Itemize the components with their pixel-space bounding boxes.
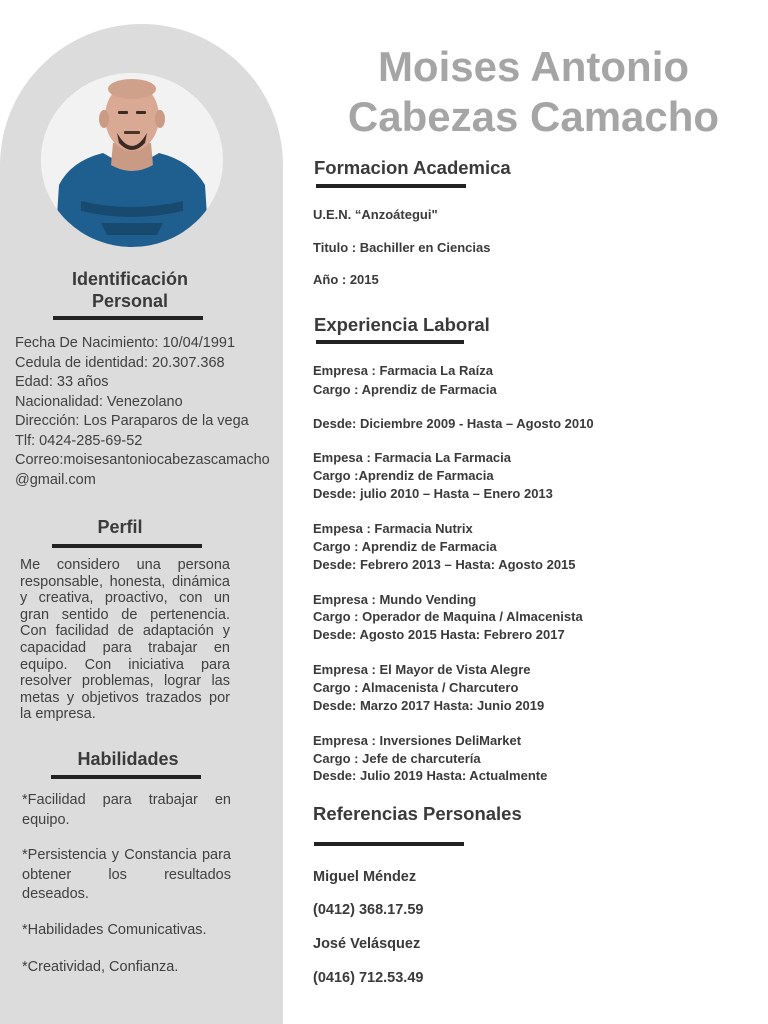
job-role: Cargo : Almacenista / Charcutero	[313, 680, 519, 695]
job-company: Empresa : Farmacia La Raíza	[313, 363, 493, 378]
skill-item: *Facilidad para trabajar en equipo.	[22, 792, 231, 828]
age: Edad: 33 años	[15, 374, 109, 390]
skills-underline	[51, 775, 201, 779]
job-role: Cargo : Jefe de charcutería	[313, 751, 481, 766]
profile-photo-illustration	[41, 73, 223, 247]
reference-name: José Velásquez	[313, 936, 421, 952]
full-name-line2: Cabezas Camacho	[347, 93, 720, 140]
job-role: Cargo : Aprendiz de Farmacia	[313, 539, 497, 554]
job-dates: Desde: Marzo 2017 Hasta: Junio 2019	[313, 698, 545, 713]
identification-heading	[40, 268, 220, 312]
nationality: Nacionalidad: Venezolano	[15, 393, 183, 410]
job-dates: Desde: Agosto 2015 Hasta: Febrero 2017	[313, 627, 565, 642]
skill-item: *Creatividad, Confianza.	[22, 959, 179, 975]
job-role: Cargo :Aprendiz de Farmacia	[313, 468, 494, 483]
references-underline	[314, 842, 464, 846]
profile-heading: Perfil	[97, 517, 143, 537]
skill-item: *Persistencia y Constancia para obtener los resultados deseados.	[22, 847, 231, 902]
education-school: U.E.N. “Anzoátegui"	[313, 207, 438, 222]
job-dates: Desde: Diciembre 2009 - Hasta – Agosto 2010	[313, 416, 594, 431]
identification-heading-line2: Personal	[91, 291, 169, 311]
birth-date: Fecha De Nacimiento: 10/04/1991	[15, 335, 236, 351]
profile-text: Me considero una persona responsable, honesta, dinámica y creativa, proactivo, con un gran sentido de pertenencia. Con facilidad de adaptación y capacidad para trabajar en equipo. Con iniciativa para resolver problemas, lograr las metas y objetivos trazados por la empresa.	[20, 557, 230, 723]
profile-photo	[41, 73, 223, 247]
skill-item: *Habilidades Comunicativas.	[22, 922, 207, 938]
skills-heading: Habilidades	[77, 749, 179, 769]
job-company: Empresa : Inversiones DeliMarket	[313, 733, 522, 748]
id-number: Cedula de identidad: 20.307.368	[15, 354, 225, 371]
reference-phone: (0412) 368.17.59	[313, 902, 424, 918]
job-company: Empresa : Mundo Vending	[313, 592, 477, 607]
job-role: Cargo : Aprendiz de Farmacia	[313, 382, 497, 397]
full-name	[315, 42, 752, 142]
identification-heading-line1: Identificación	[71, 269, 188, 289]
experience-heading: Experiencia Laboral	[314, 314, 490, 335]
reference-phone: (0416) 712.53.49	[313, 970, 424, 986]
education-underline	[316, 184, 466, 188]
job-dates: Desde: Julio 2019 Hasta: Actualmente	[313, 768, 548, 783]
education-title: Titulo : Bachiller en Ciencias	[313, 240, 491, 255]
job-dates: Desde: Febrero 2013 – Hasta: Agosto 2015	[313, 557, 576, 572]
job-company: Empesa : Farmacia La Farmacia	[313, 450, 511, 465]
full-name-line1: Moises Antonio	[377, 43, 690, 90]
job-role: Cargo : Operador de Maquina / Almacenista	[313, 609, 583, 624]
education-heading: Formacion Academica	[314, 157, 511, 178]
job-dates: Desde: julio 2010 – Hasta – Enero 2013	[313, 486, 553, 501]
phone: Tlf: 0424-285-69-52	[15, 432, 143, 449]
profile-underline	[52, 544, 202, 548]
address: Dirección: Los Paraparos de la vega	[15, 413, 249, 429]
education-year: Año : 2015	[313, 272, 379, 287]
email: Correo:moisesantoniocabezascamacho@gmail.com	[15, 452, 270, 488]
job-company: Empesa : Farmacia Nutrix	[313, 521, 473, 536]
references-heading: Referencias Personales	[313, 803, 522, 824]
reference-name: Miguel Méndez	[313, 869, 417, 885]
identification-underline	[53, 316, 203, 320]
experience-underline	[316, 340, 464, 344]
identification-list	[15, 334, 281, 490]
job-company: Empresa : El Mayor de Vista Alegre	[313, 662, 531, 677]
